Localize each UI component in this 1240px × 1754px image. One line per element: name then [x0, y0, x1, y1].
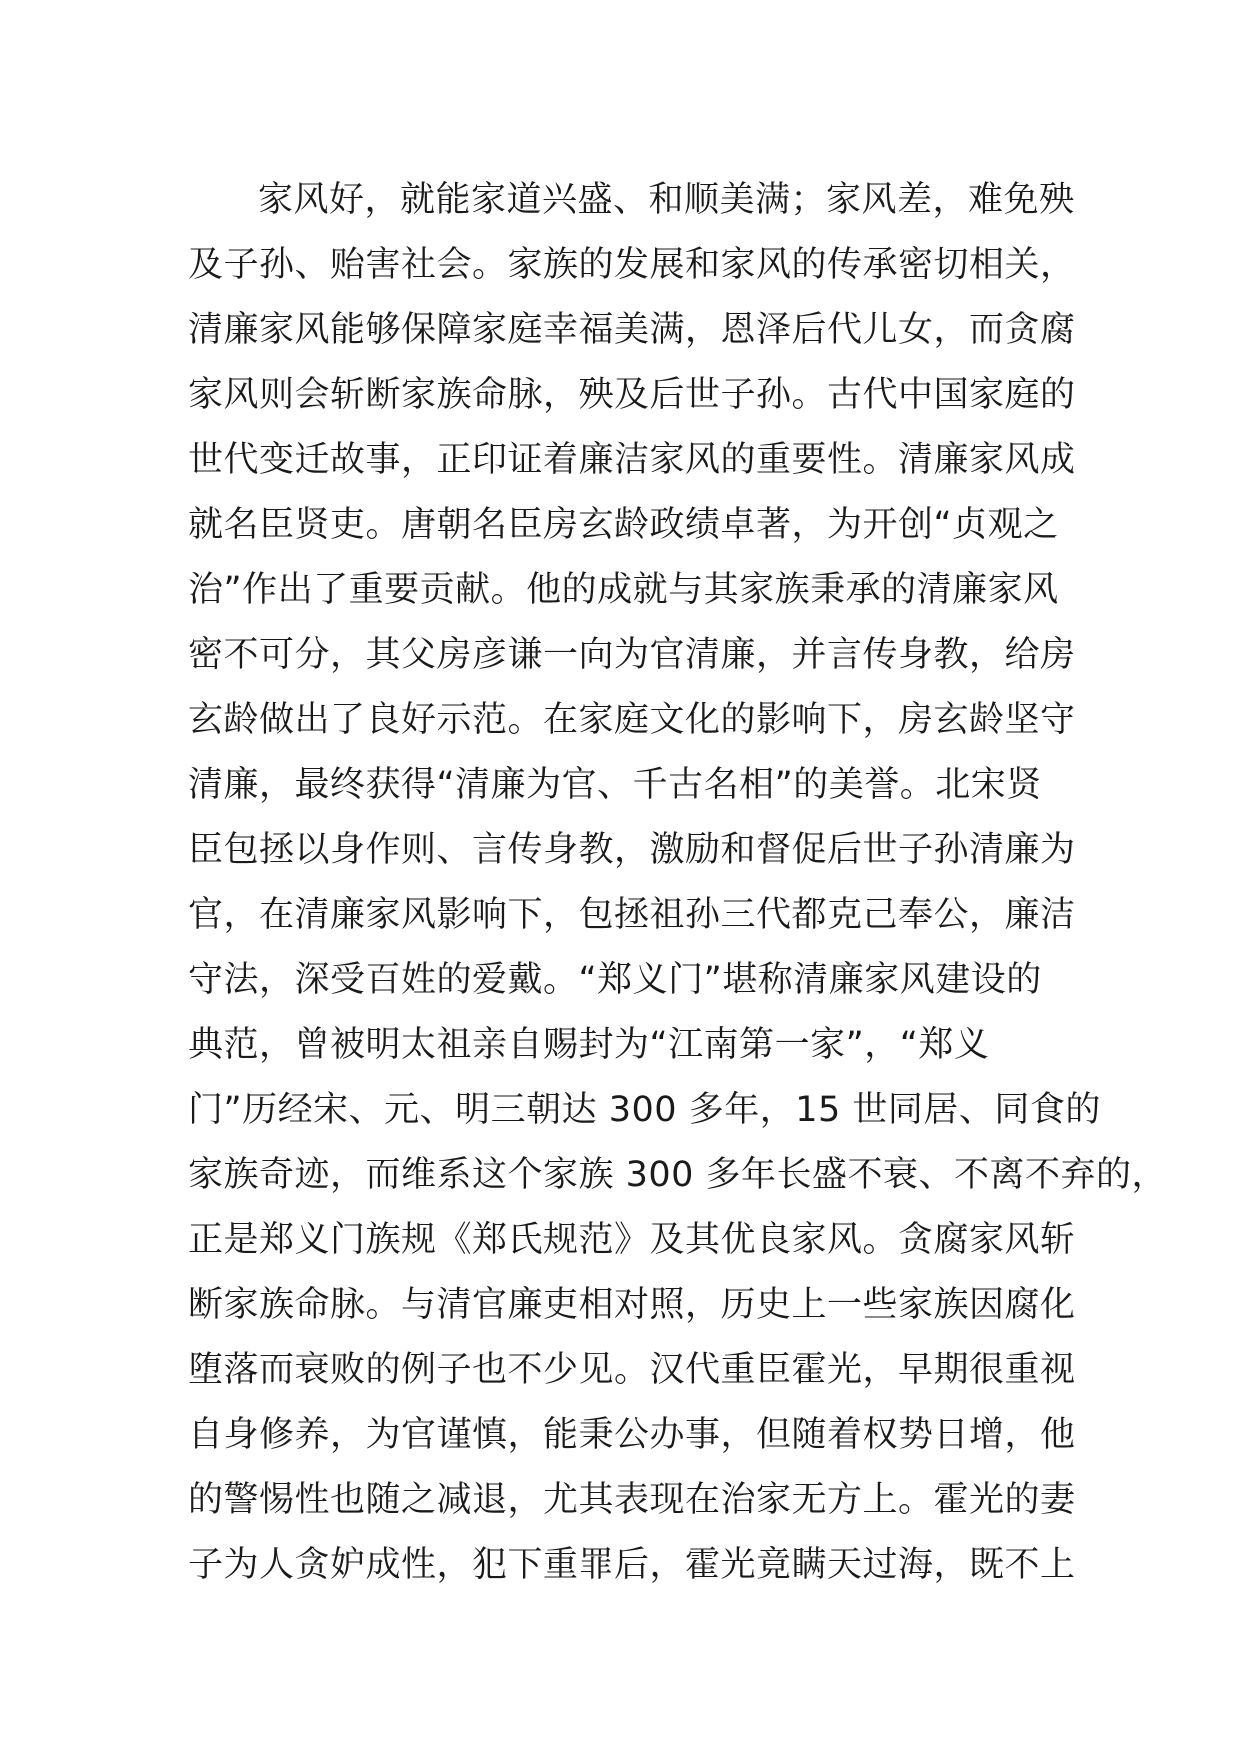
text-line: 家风则会斩断家族命脉，殃及后世子孙。古代中国家庭的	[188, 375, 1076, 415]
text-line: 清廉家风能够保障家庭幸福美满，恩泽后代儿女，而贪腐	[188, 310, 1076, 350]
text-line: 世代变迁故事，正印证着廉洁家风的重要性。清廉家风成	[188, 440, 1076, 480]
text-line: 堕落而衰败的例子也不少见。汉代重臣霍光，早期很重视	[188, 1350, 1076, 1390]
text-line: 臣包拯以身作则、言传身教，激励和督促后世子孙清廉为	[188, 830, 1076, 870]
text-line: 门”历经宋、元、明三朝达 300 多年，15 世同居、同食的	[188, 1090, 1101, 1130]
text-line: 家族奇迹，而维系这个家族 300 多年长盛不衰、不离不弃的，	[188, 1155, 1168, 1195]
text-line: 清廉，最终获得“清廉为官、千古名相”的美誉。北宋贤	[188, 765, 1042, 805]
text-line: 守法，深受百姓的爱戴。“郑义门”堪称清廉家风建设的	[188, 960, 1042, 1000]
text-line: 的警惕性也随之减退，尤其表现在治家无方上。霍光的妻	[188, 1480, 1076, 1520]
text-line: 密不可分，其父房彦谦一向为官清廉，并言传身教，给房	[188, 635, 1076, 675]
text-line: 就名臣贤吏。唐朝名臣房玄龄政绩卓著，为开创“贞观之	[188, 505, 1059, 545]
body-paragraph	[188, 168, 1168, 1598]
text-line: 典范，曾被明太祖亲自赐封为“江南第一家”，“郑义	[188, 1025, 990, 1065]
text-line: 官，在清廉家风影响下，包拯祖孙三代都克己奉公，廉洁	[188, 895, 1076, 935]
text-line: 家风好，就能家道兴盛、和顺美满；家风差，难免殃	[258, 180, 1075, 220]
text-line: 玄龄做出了良好示范。在家庭文化的影响下，房玄龄坚守	[188, 700, 1076, 740]
text-line: 治”作出了重要贡献。他的成就与其家族秉承的清廉家风	[188, 570, 1059, 610]
text-line: 子为人贪妒成性，犯下重罪后，霍光竟瞒天过海，既不上	[188, 1545, 1076, 1585]
text-line: 及子孙、贻害社会。家族的发展和家风的传承密切相关，	[188, 245, 1076, 285]
text-line: 正是郑义门族规《郑氏规范》及其优良家风。贪腐家风斩	[188, 1220, 1076, 1260]
text-line: 自身修养，为官谨慎，能秉公办事，但随着权势日增，他	[188, 1415, 1076, 1455]
text-line: 断家族命脉。与清官廉吏相对照，历史上一些家族因腐化	[188, 1285, 1076, 1325]
